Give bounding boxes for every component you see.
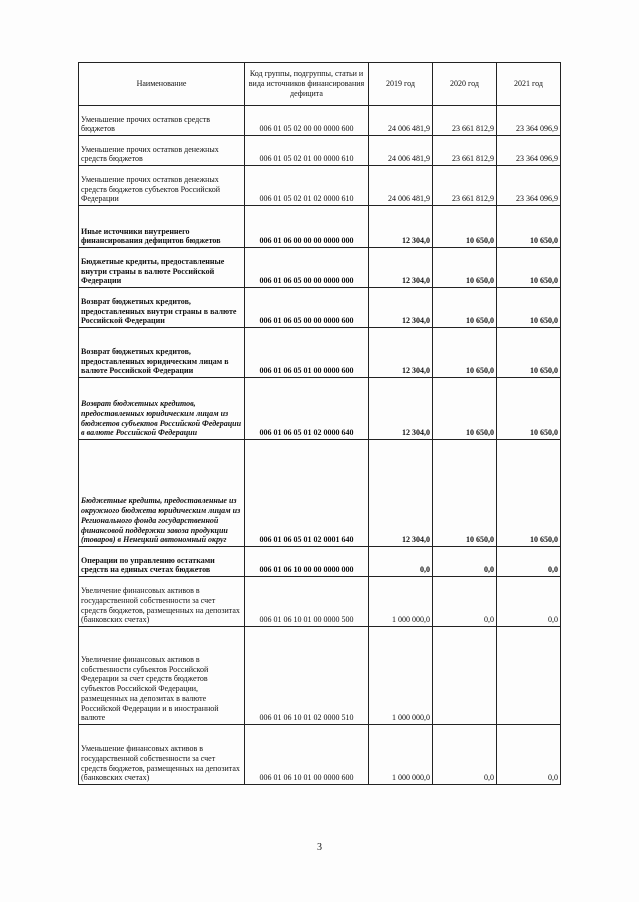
row-name-cell: Иные источники внутреннего финансирования дефицитов бюджетов — [79, 206, 245, 248]
row-2019-cell: 1 000 000,0 — [369, 725, 433, 785]
row-code-cell: 006 01 06 05 00 00 0000 000 — [245, 248, 369, 288]
table-header-row — [79, 63, 561, 106]
row-2019-cell: 12 304,0 — [369, 378, 433, 440]
row-2021-cell: 0,0 — [497, 547, 561, 577]
row-2021-cell: 23 364 096,9 — [497, 136, 561, 166]
row-2019-cell: 24 006 481,9 — [369, 136, 433, 166]
row-2020-cell: 23 661 812,9 — [433, 136, 497, 166]
row-2020-cell: 23 661 812,9 — [433, 166, 497, 206]
table-row — [79, 725, 561, 785]
table-row — [79, 106, 561, 136]
row-code-cell: 006 01 06 05 01 00 0000 600 — [245, 328, 369, 378]
header-2019: 2019 год — [369, 63, 433, 106]
row-2019-cell: 0,0 — [369, 547, 433, 577]
row-2020-cell: 10 650,0 — [433, 328, 497, 378]
financing-sources-table — [78, 62, 561, 785]
row-2021-cell: 10 650,0 — [497, 248, 561, 288]
row-2021-cell: 10 650,0 — [497, 206, 561, 248]
row-code-cell: 006 01 06 05 00 00 0000 600 — [245, 288, 369, 328]
row-code-cell: 006 01 06 00 00 00 0000 000 — [245, 206, 369, 248]
table-row — [79, 378, 561, 440]
row-2019-cell: 1 000 000,0 — [369, 627, 433, 725]
table-row — [79, 440, 561, 547]
row-name-cell: Увеличение финансовых активов в собственности субъектов Российской Федерации за счет средств бюджетов субъектов Российской Федерации, размещенных на депозитах в валюте Российской Федерации и в иностранной валюте — [79, 627, 245, 725]
row-code-cell: 006 01 05 02 00 00 0000 600 — [245, 106, 369, 136]
row-2021-cell: 10 650,0 — [497, 288, 561, 328]
row-name-cell: Уменьшение финансовых активов в государственной собственности за счет средств бюджетов, размещенных на депозитах (банковских счетах) — [79, 725, 245, 785]
row-name-cell: Возврат бюджетных кредитов, предоставленных юридическим лицам из бюджетов субъектов Российской Федерации в валюте Российской Федерации — [79, 378, 245, 440]
row-name-cell: Бюджетные кредиты, предоставленные внутри страны в валюте Российской Федерации — [79, 248, 245, 288]
row-code-cell: 006 01 06 10 00 00 0000 000 — [245, 547, 369, 577]
row-name-cell: Уменьшение прочих остатков денежных средств бюджетов субъектов Российской Федерации — [79, 166, 245, 206]
row-code-cell: 006 01 06 10 01 02 0000 510 — [245, 627, 369, 725]
page-number: 3 — [317, 842, 322, 853]
table-row — [79, 206, 561, 248]
row-2021-cell: 10 650,0 — [497, 440, 561, 547]
table-row — [79, 166, 561, 206]
row-code-cell: 006 01 05 02 01 02 0000 610 — [245, 166, 369, 206]
row-2021-cell: 23 364 096,9 — [497, 166, 561, 206]
row-name-cell: Бюджетные кредиты, предоставленные из окружного бюджета юридическим лицам из Регионального фонда государственной финансовой поддержки завоза продукции (товаров) в Ненецкий автономный округ — [79, 440, 245, 547]
row-2020-cell: 23 661 812,9 — [433, 106, 497, 136]
row-code-cell: 006 01 06 10 01 00 0000 500 — [245, 577, 369, 627]
row-2020-cell: 10 650,0 — [433, 248, 497, 288]
row-2019-cell: 12 304,0 — [369, 328, 433, 378]
row-code-cell: 006 01 06 05 01 02 0001 640 — [245, 440, 369, 547]
table-row — [79, 577, 561, 627]
row-2019-cell: 24 006 481,9 — [369, 166, 433, 206]
row-name-cell: Возврат бюджетных кредитов, предоставленных юридическим лицам в валюте Российской Федерации — [79, 328, 245, 378]
table-body — [79, 106, 561, 785]
row-2020-cell: 0,0 — [433, 725, 497, 785]
row-2021-cell: 0,0 — [497, 725, 561, 785]
row-2019-cell: 24 006 481,9 — [369, 106, 433, 136]
row-2020-cell: 0,0 — [433, 547, 497, 577]
row-name-cell: Возврат бюджетных кредитов, предоставленных внутри страны в валюте Российской Федерации — [79, 288, 245, 328]
row-code-cell: 006 01 06 10 01 00 0000 600 — [245, 725, 369, 785]
row-code-cell: 006 01 06 05 01 02 0000 640 — [245, 378, 369, 440]
row-name-cell: Уменьшение прочих остатков денежных средств бюджетов — [79, 136, 245, 166]
row-2021-cell: 23 364 096,9 — [497, 106, 561, 136]
row-2021-cell: 10 650,0 — [497, 328, 561, 378]
header-code: Код группы, подгруппы, статьи и вида источников финансирования дефицита — [245, 63, 369, 106]
header-2020: 2020 год — [433, 63, 497, 106]
row-code-cell: 006 01 05 02 01 00 0000 610 — [245, 136, 369, 166]
row-2021-cell — [497, 627, 561, 725]
table-row — [79, 328, 561, 378]
header-2021: 2021 год — [497, 63, 561, 106]
row-name-cell: Уменьшение прочих остатков средств бюджетов — [79, 106, 245, 136]
row-2020-cell: 0,0 — [433, 577, 497, 627]
row-name-cell: Операции по управлению остатками средств на единых счетах бюджетов — [79, 547, 245, 577]
header-name: Наименование — [79, 63, 245, 106]
table-row — [79, 288, 561, 328]
row-2020-cell — [433, 627, 497, 725]
row-2020-cell: 10 650,0 — [433, 440, 497, 547]
row-2019-cell: 12 304,0 — [369, 206, 433, 248]
row-2020-cell: 10 650,0 — [433, 288, 497, 328]
table-row — [79, 547, 561, 577]
row-2019-cell: 12 304,0 — [369, 248, 433, 288]
table-row — [79, 136, 561, 166]
row-2021-cell: 10 650,0 — [497, 378, 561, 440]
row-2019-cell: 1 000 000,0 — [369, 577, 433, 627]
row-2019-cell: 12 304,0 — [369, 288, 433, 328]
table-row — [79, 627, 561, 725]
row-2019-cell: 12 304,0 — [369, 440, 433, 547]
row-name-cell: Увеличение финансовых активов в государственной собственности за счет средств бюджетов, размещенных на депозитах (банковских счетах) — [79, 577, 245, 627]
row-2020-cell: 10 650,0 — [433, 206, 497, 248]
row-2020-cell: 10 650,0 — [433, 378, 497, 440]
table-row — [79, 248, 561, 288]
row-2021-cell: 0,0 — [497, 577, 561, 627]
